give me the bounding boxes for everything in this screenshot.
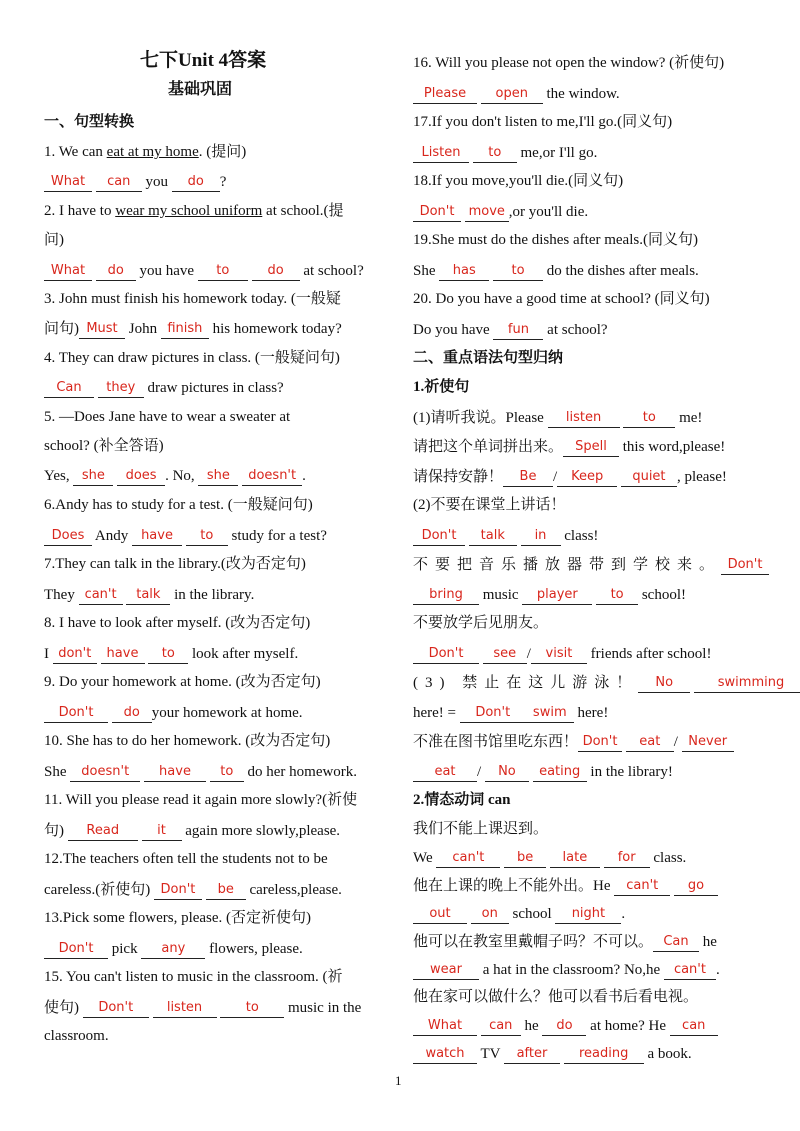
s1-line12 <box>413 732 734 751</box>
s2-line2 <box>413 848 686 867</box>
text-segment: me,or I'll go. <box>516 145 598 161</box>
answer-blank: to <box>493 262 543 281</box>
q17-answer <box>413 143 597 162</box>
answer-blank: Don't <box>154 881 202 900</box>
answer-blank: watch <box>413 1045 477 1064</box>
answer-blank: listen <box>548 409 620 428</box>
answer-blank: on <box>471 905 509 924</box>
page-title: 七下Unit 4答案 <box>140 50 267 71</box>
answer-blank: doesn't <box>242 467 302 486</box>
q11-prompt: 11. Will you please read it again more slowly?(祈使 <box>44 792 358 808</box>
s2-line6 <box>413 960 720 979</box>
s1-line5 <box>413 526 598 545</box>
answer-blank: to <box>623 409 675 428</box>
s1-line1 <box>413 408 702 427</box>
text-segment: me! <box>675 410 703 426</box>
q12-answer <box>44 880 342 899</box>
answer-blank: for <box>604 849 650 868</box>
answer-blank: bring <box>413 586 479 605</box>
answer-blank: do <box>112 704 152 723</box>
q2-prompt-cont: 问) <box>44 232 64 248</box>
answer-blank: swim <box>526 704 574 723</box>
answer-blank: be <box>206 881 246 900</box>
q4-answer <box>44 378 284 397</box>
q15-answer-cont: classroom. <box>44 1028 109 1044</box>
answer-blank: Don't <box>578 733 622 752</box>
text-segment: in the library. <box>170 587 255 603</box>
text-segment: 他可以在教室里戴帽子吗？不可以。 <box>413 934 654 950</box>
q9-prompt: 9. Do your homework at home. (改为否定句) <box>44 674 321 690</box>
answer-blank: No <box>485 763 529 782</box>
s1-line4: (2)不要在课堂上讲话！ <box>413 497 566 513</box>
answer-blank: Don't <box>44 704 108 723</box>
answer-blank: can <box>481 1017 521 1036</box>
answer-blank: to <box>210 763 244 782</box>
text-segment: ,or you'll die. <box>508 204 589 220</box>
answer-blank: has <box>439 262 489 281</box>
q13-prompt: 13.Pick some flowers, please. (否定祈使句) <box>44 910 312 926</box>
q20-prompt: 20. Do you have a good time at school? (同义句) <box>413 291 710 307</box>
answer-blank: can't <box>436 849 500 868</box>
text-segment: the window. <box>542 86 620 102</box>
answer-blank: quiet <box>621 468 677 487</box>
answer-blank: be <box>504 849 546 868</box>
q7-prompt: 7.They can talk in the library.(改为否定句) <box>44 556 306 572</box>
answer-blank: to <box>198 262 248 281</box>
text-segment: John <box>125 321 161 337</box>
answer-blank: reading <box>564 1045 644 1064</box>
text-segment: you have <box>135 263 198 279</box>
text-segment: school <box>508 906 556 922</box>
q8-answer <box>44 644 298 663</box>
answer-blank: can't <box>79 586 123 605</box>
s2-line3 <box>413 876 718 895</box>
answer-blank: do <box>542 1017 586 1036</box>
s2-line4 <box>413 904 625 923</box>
section-heading-2: 二、重点语法句型归纳 <box>413 350 564 366</box>
q13-answer <box>44 939 303 958</box>
text-segment: 请把这个单词拼出来。 <box>413 439 564 455</box>
answer-blank: player <box>522 586 592 605</box>
s1-line10 <box>413 673 800 692</box>
answer-blank: eating <box>533 763 587 782</box>
text-segment: eat at my home <box>106 144 199 160</box>
answer-blank: to <box>186 527 228 546</box>
answer-blank: visit <box>531 645 587 664</box>
text-segment: do her homework. <box>243 764 358 780</box>
q15-prompt: 15. You can't listen to music in the classroom. (祈 <box>44 969 343 985</box>
answer-blank: see <box>483 645 527 664</box>
answer-blank: can't <box>664 961 716 980</box>
answer-blank: Spell <box>563 438 619 457</box>
q8-prompt: 8. I have to look after myself. (改为否定句) <box>44 615 311 631</box>
s2-line1: 我们不能上课迟到。 <box>413 821 549 837</box>
answer-blank: Be <box>503 468 553 487</box>
answer-blank: night <box>555 905 621 924</box>
text-segment: your homework at home. <box>151 705 303 721</box>
q18-prompt: 18.If you move,you'll die.(同义句) <box>413 173 624 189</box>
answer-blank: late <box>550 849 600 868</box>
text-segment: again more slowly,please. <box>181 823 341 839</box>
s1-line8: 不要放学后见朋友。 <box>413 615 549 631</box>
text-segment: here! = <box>413 705 460 721</box>
text-segment: . <box>621 906 626 922</box>
text-segment: They <box>44 587 79 603</box>
page-number: 1 <box>395 1073 402 1088</box>
text-segment: he <box>520 1018 543 1034</box>
text-segment: he <box>699 934 717 950</box>
text-segment: 1. We can <box>44 144 107 160</box>
answer-blank: to <box>473 144 517 163</box>
answer-blank: to <box>148 645 188 664</box>
text-segment: this word,please! <box>619 439 726 455</box>
text-segment: We <box>413 850 437 866</box>
s1-line9 <box>413 644 711 663</box>
answer-blank: Don't <box>44 940 108 959</box>
text-segment: She <box>413 263 440 279</box>
text-segment: wear my school uniform <box>115 203 263 219</box>
answer-blank: eat <box>413 763 477 782</box>
subsection-can: 2.情态动词 can <box>413 792 511 808</box>
text-segment: class! <box>560 528 599 544</box>
text-segment: at home? He <box>586 1018 670 1034</box>
answer-blank: can't <box>614 877 670 896</box>
q5-prompt-cont: school? (补全答语) <box>44 438 164 454</box>
answer-blank: go <box>674 877 718 896</box>
text-segment: careless.(祈使句) <box>44 882 154 898</box>
text-segment: you <box>141 174 172 190</box>
text-segment: music in the <box>284 1000 362 1016</box>
answer-blank: any <box>141 940 205 959</box>
q17-prompt: 17.If you don't listen to me,I'll go.(同义句) <box>413 114 673 130</box>
q6-prompt: 6.Andy has to study for a test. (一般疑问句) <box>44 497 313 513</box>
s1-line2 <box>413 437 725 456</box>
s2-line9 <box>413 1044 692 1063</box>
text-segment: TV <box>477 1046 504 1062</box>
q4-prompt: 4. They can draw pictures in class. (一般疑问句) <box>44 350 340 366</box>
text-segment: ? <box>219 174 227 190</box>
text-segment: 不要把音乐播放器带到学校来。 <box>413 557 722 573</box>
answer-blank: they <box>98 379 144 398</box>
q5-answer <box>44 466 306 485</box>
q6-answer <box>44 526 327 545</box>
answer-blank: Don't <box>721 556 769 575</box>
text-segment: 不准在图书馆里吃东西！ <box>413 734 579 750</box>
text-segment: a book. <box>643 1046 692 1062</box>
text-segment: She <box>44 764 71 780</box>
text-segment: . <box>302 468 306 484</box>
answer-blank: What <box>44 262 92 281</box>
answer-blank: Keep <box>557 468 617 487</box>
answer-blank: fun <box>493 321 543 340</box>
answer-blank: out <box>413 905 467 924</box>
answer-blank: do <box>172 173 220 192</box>
q16-prompt: 16. Will you please not open the window? (祈使句) <box>413 55 725 71</box>
text-segment: school! <box>638 587 687 603</box>
answer-blank: have <box>132 527 182 546</box>
answer-blank: in <box>521 527 561 546</box>
s1-line11 <box>413 703 608 722</box>
answer-blank: What <box>44 173 92 192</box>
answer-blank: open <box>481 85 543 104</box>
s2-line7: 他在家可以做什么？他可以看书后看电视。 <box>413 989 699 1005</box>
q1-prompt <box>44 143 246 161</box>
answer-blank: do <box>96 262 136 281</box>
answer-blank: Don't <box>413 527 465 546</box>
answer-blank: Don't <box>413 203 461 222</box>
answer-blank: talk <box>469 527 517 546</box>
text-segment: here! <box>573 705 609 721</box>
q19-prompt: 19.She must do the dishes after meals.(同义句) <box>413 232 698 248</box>
q1-answer <box>44 172 226 191</box>
answer-blank: Listen <box>413 144 469 163</box>
text-segment: (3) 禁止在这儿游泳！ <box>413 675 639 691</box>
answer-blank: she <box>73 467 113 486</box>
subsection-imperative: 1.祈使句 <box>413 379 470 395</box>
text-segment: / <box>526 646 531 662</box>
section-heading-1: 一、句型转换 <box>44 114 135 130</box>
text-segment: Yes, <box>44 468 74 484</box>
q19-answer <box>413 261 699 280</box>
q5-prompt: 5. —Does Jane have to wear a sweater at <box>44 409 291 425</box>
text-segment: , please! <box>676 469 727 485</box>
text-segment: / <box>477 764 482 780</box>
q20-answer <box>413 320 608 339</box>
answer-blank: doesn't <box>70 763 140 782</box>
s1-line6 <box>413 555 769 574</box>
q7-answer <box>44 585 254 604</box>
q10-answer <box>44 762 357 781</box>
answer-blank: can <box>670 1017 718 1036</box>
answer-blank: Can <box>653 933 699 952</box>
answer-blank: listen <box>153 999 217 1018</box>
text-segment: at school? <box>543 322 608 338</box>
text-segment: 请保持安静！ <box>413 469 504 485</box>
text-segment: 他在上课的晚上不能外出。He <box>413 878 615 894</box>
text-segment: careless,please. <box>245 882 342 898</box>
text-segment: music <box>479 587 523 603</box>
text-segment: 句) <box>44 823 68 839</box>
answer-blank: Don't <box>83 999 149 1018</box>
text-segment: . No, <box>165 468 199 484</box>
text-segment: . <box>715 962 720 978</box>
text-segment: study for a test? <box>227 528 327 544</box>
answer-blank: she <box>198 467 238 486</box>
q16-answer <box>413 84 620 103</box>
text-segment: 问句) <box>44 321 79 337</box>
answer-blank: it <box>142 822 182 841</box>
text-segment: in the library! <box>586 764 673 780</box>
answer-blank: after <box>504 1045 560 1064</box>
text-segment: his homework today? <box>208 321 342 337</box>
s2-line8 <box>413 1016 718 1035</box>
text-segment: class. <box>649 850 687 866</box>
answer-blank: eat <box>626 733 674 752</box>
answer-blank: move <box>465 203 509 222</box>
text-segment: a hat in the classroom? No,he <box>479 962 664 978</box>
q3-prompt: 3. John must finish his homework today. (一般疑 <box>44 291 341 307</box>
answer-blank: Don't <box>460 704 526 723</box>
answer-blank: Can <box>44 379 94 398</box>
answer-blank: to <box>596 586 638 605</box>
text-segment: friends after school! <box>586 646 712 662</box>
text-segment: Andy <box>92 528 133 544</box>
subtitle: 基础巩固 <box>168 81 233 98</box>
answer-blank: Read <box>68 822 138 841</box>
text-segment: 2. I have to <box>44 203 116 219</box>
answer-blank: Does <box>44 527 92 546</box>
text-segment: flowers, please. <box>205 941 303 957</box>
text-segment: / <box>673 734 678 750</box>
text-segment: draw pictures in class? <box>143 380 284 396</box>
s2-line5 <box>413 932 717 951</box>
q3-answer <box>44 319 342 338</box>
text-segment: do the dishes after meals. <box>543 263 699 279</box>
q11-answer <box>44 821 340 840</box>
text-segment: 使句) <box>44 1000 83 1016</box>
text-segment: / <box>553 469 558 485</box>
answer-blank: Don't <box>413 645 479 664</box>
answer-blank: Must <box>79 320 125 339</box>
q9-answer <box>44 703 303 722</box>
answer-blank: don't <box>53 645 97 664</box>
text-segment: . (提问) <box>198 144 247 160</box>
text-segment: I <box>44 646 53 662</box>
answer-blank: swimming <box>694 674 800 693</box>
answer-blank: Never <box>682 733 734 752</box>
q10-prompt: 10. She has to do her homework. (改为否定句) <box>44 733 331 749</box>
answer-blank: have <box>144 763 206 782</box>
text-segment: pick <box>108 941 142 957</box>
text-segment: at school.(提 <box>262 203 344 219</box>
answer-blank: finish <box>161 320 209 339</box>
text-segment: (1)请听我说。Please <box>413 410 548 426</box>
answer-blank: wear <box>413 961 479 980</box>
q12-prompt: 12.The teachers often tell the students not to be <box>44 851 328 867</box>
text-segment: look after myself. <box>188 646 299 662</box>
text-segment: at school? <box>299 263 364 279</box>
answer-blank: have <box>101 645 145 664</box>
answer-blank: What <box>413 1017 477 1036</box>
s1-line3 <box>413 467 727 486</box>
s1-line7 <box>413 585 686 604</box>
answer-blank: does <box>117 467 165 486</box>
q18-answer <box>413 202 588 221</box>
s1-line13 <box>413 762 673 781</box>
q15-answer <box>44 998 361 1017</box>
q2-prompt <box>44 202 344 220</box>
answer-blank: do <box>252 262 300 281</box>
answer-blank: to <box>220 999 284 1018</box>
text-segment: Do you have <box>413 322 494 338</box>
q2-answer <box>44 261 364 280</box>
answer-blank: can <box>96 173 142 192</box>
answer-blank: No <box>638 674 690 693</box>
answer-blank: talk <box>126 586 170 605</box>
answer-blank: Please <box>413 85 477 104</box>
